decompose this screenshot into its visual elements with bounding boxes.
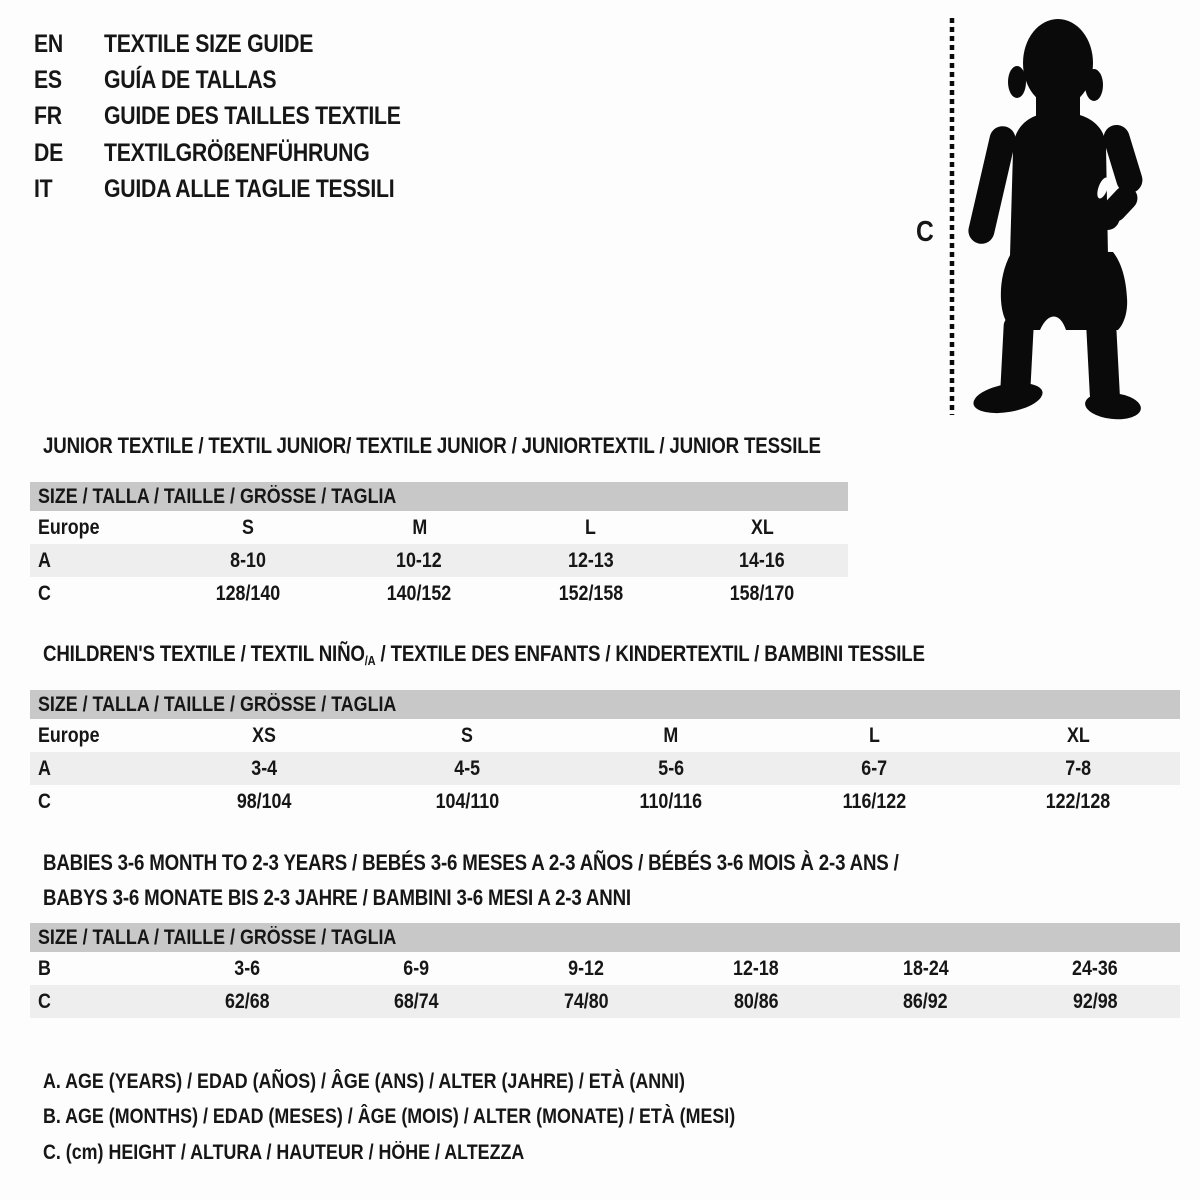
lang-title-de: TEXTILGRÖßENFÜHRUNG xyxy=(104,138,370,167)
size-header-label: SIZE / TALLA / TAILLE / GRÖSSE / TAGLIA xyxy=(38,925,397,949)
lang-row-en xyxy=(34,26,453,62)
lang-title-es: GUÍA DE TALLAS xyxy=(104,66,277,95)
children-size-header-bar xyxy=(30,690,1180,719)
table-cell: 14-16 xyxy=(739,548,786,572)
table-row xyxy=(30,577,848,610)
table-cell: 10-12 xyxy=(396,548,443,572)
lang-row-es xyxy=(34,62,453,98)
table-cell: 98/104 xyxy=(236,789,292,813)
table-cell: 110/116 xyxy=(639,789,703,813)
table-cell: M xyxy=(663,723,679,747)
table-cell: 92/98 xyxy=(1072,989,1118,1013)
table-cell: 74/80 xyxy=(563,989,609,1013)
children-title-subscript: /A xyxy=(364,653,376,668)
babies-section-title xyxy=(43,845,1050,915)
table-cell: 122/128 xyxy=(1045,789,1111,813)
toddler-silhouette-figure xyxy=(905,12,1165,432)
table-cell: 116/122 xyxy=(842,789,907,813)
table-cell: 24-36 xyxy=(1072,956,1119,980)
junior-size-header-bar xyxy=(30,482,848,511)
junior-section-title: JUNIOR TEXTILE / TEXTIL JUNIOR/ TEXTILE JUNIOR / JUNIORTEXTIL / JUNIOR TESSILE xyxy=(43,433,821,458)
junior-size-table xyxy=(30,482,848,610)
table-row xyxy=(30,985,1180,1018)
row-label: Europe xyxy=(38,723,100,747)
row-label: A xyxy=(38,756,51,780)
table-row xyxy=(30,952,1180,985)
size-header-label: SIZE / TALLA / TAILLE / GRÖSSE / TAGLIA xyxy=(38,692,397,716)
table-cell: 3-4 xyxy=(250,756,277,780)
table-row xyxy=(30,544,848,577)
lang-code-en: EN xyxy=(34,29,64,58)
table-cell: 5-6 xyxy=(658,756,684,780)
table-cell: S xyxy=(461,723,474,747)
height-measure-label xyxy=(916,216,937,249)
babies-title-line2: BABYS 3-6 MONATE BIS 2-3 JAHRE / BAMBINI 3-6 MESI A 2-3 ANNI xyxy=(43,885,631,910)
legend-line-b: B. AGE (MONTHS) / EDAD (MESES) / ÂGE (MOIS) / ALTER (MONATE) / ETÀ (MESI) xyxy=(43,1105,736,1129)
table-row xyxy=(30,752,1180,785)
children-title-suffix: / TEXTILE DES ENFANTS / KINDERTEXTIL / BAMBINI TESSILE xyxy=(375,641,925,666)
table-cell: XS xyxy=(251,723,276,747)
children-size-table xyxy=(30,690,1180,818)
table-row xyxy=(30,785,1180,818)
table-cell: 140/152 xyxy=(386,581,452,605)
legend-line-a: A. AGE (YEARS) / EDAD (AÑOS) / ÂGE (ANS) / ALTER (JAHRE) / ETÀ (ANNI) xyxy=(43,1069,685,1093)
table-cell: 80/86 xyxy=(733,989,779,1013)
lang-code-de: DE xyxy=(34,138,64,167)
lang-code-es: ES xyxy=(34,66,62,95)
table-cell: 86/92 xyxy=(903,989,948,1013)
row-label: B xyxy=(38,956,51,980)
lang-title-fr: GUIDE DES TAILLES TEXTILE xyxy=(104,102,401,131)
row-label: C xyxy=(38,989,51,1013)
table-cell: 6-7 xyxy=(861,756,888,780)
row-label: Europe xyxy=(38,515,100,539)
lang-title-it: GUIDA ALLE TAGLIE TESSILI xyxy=(104,175,395,204)
measurement-legend xyxy=(43,1064,857,1171)
table-cell: 9-12 xyxy=(568,956,605,980)
babies-size-header-bar xyxy=(30,923,1180,952)
table-cell: XL xyxy=(750,515,774,539)
legend-line-c: C. (cm) HEIGHT / ALTURA / HAUTEUR / HÖHE / ALTEZZA xyxy=(43,1140,525,1164)
row-label: C xyxy=(38,789,51,813)
babies-title-line1: BABIES 3-6 MONTH TO 2-3 YEARS / BEBÉS 3-6 MESES A 2-3 AÑOS / BÉBÉS 3-6 MOIS À 2-3 ANS / xyxy=(43,850,899,875)
children-title-prefix: CHILDREN'S TEXTILE / TEXTIL NIÑO xyxy=(43,641,365,666)
lang-title-en: TEXTILE SIZE GUIDE xyxy=(104,29,314,58)
lang-code-it: IT xyxy=(34,175,53,204)
babies-size-table xyxy=(30,923,1180,1018)
row-label: C xyxy=(38,581,51,605)
table-cell: L xyxy=(869,723,881,747)
height-measure-label-text: C xyxy=(916,216,934,248)
table-cell: 158/170 xyxy=(729,581,795,605)
table-cell: XL xyxy=(1066,723,1090,747)
toddler-silhouette xyxy=(966,19,1146,422)
row-label: A xyxy=(38,548,51,572)
table-cell: 18-24 xyxy=(902,956,949,980)
table-cell: 12-18 xyxy=(733,956,779,980)
table-cell: 128/140 xyxy=(215,581,281,605)
lang-row-it xyxy=(34,172,453,208)
table-row xyxy=(30,511,848,544)
table-cell: 4-5 xyxy=(454,756,481,780)
children-section-title xyxy=(43,641,1080,668)
table-cell: 7-8 xyxy=(1065,756,1092,780)
table-row xyxy=(30,719,1180,752)
table-cell: 12-13 xyxy=(567,548,614,572)
table-cell: 68/74 xyxy=(394,989,439,1013)
table-cell: 8-10 xyxy=(229,548,266,572)
table-cell: S xyxy=(241,515,254,539)
lang-row-fr xyxy=(34,99,453,135)
table-cell: 62/68 xyxy=(224,989,270,1013)
table-cell: 152/158 xyxy=(558,581,624,605)
language-title-list xyxy=(34,26,453,208)
table-cell: M xyxy=(411,515,427,539)
table-cell: 6-9 xyxy=(403,956,430,980)
lang-code-fr: FR xyxy=(34,102,62,131)
table-cell: 104/110 xyxy=(435,789,500,813)
size-header-label: SIZE / TALLA / TAILLE / GRÖSSE / TAGLIA xyxy=(38,484,397,508)
table-cell: L xyxy=(585,515,597,539)
lang-row-de xyxy=(34,135,453,171)
table-cell: 3-6 xyxy=(233,956,260,980)
